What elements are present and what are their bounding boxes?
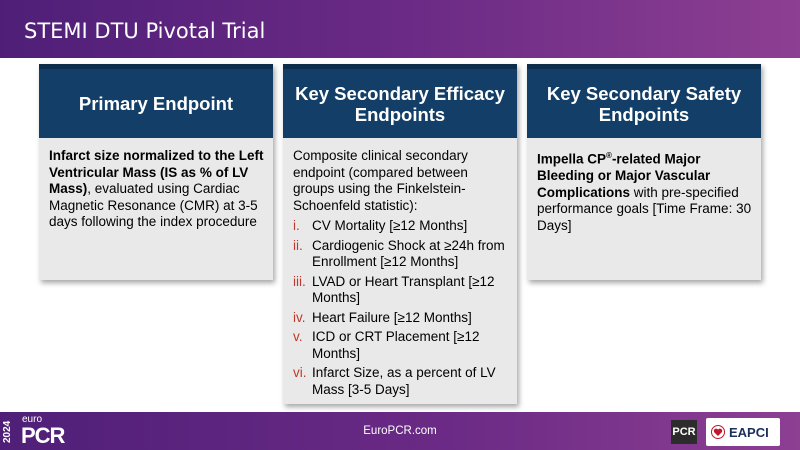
list-item-text: Cardiogenic Shock at ≥24h from Enrollment [≥12 Months] [312, 237, 505, 269]
primary-endpoint-header: Primary Endpoint [39, 64, 273, 138]
safety-text: with pre-specified performance goals [Time Frame: 30 Days] [537, 184, 752, 233]
primary-endpoint-body [39, 138, 273, 241]
primary-endpoint-text: , evaluated using Cardiac Magnetic Resonance (CMR) at 3-5 days following the index procedure [49, 181, 258, 229]
pcr-logo-badge: PCR [671, 420, 697, 444]
efficacy-endpoints-card [283, 64, 517, 404]
safety-endpoints-header: Key Secondary Safety Endpoints [527, 64, 761, 138]
list-item-number: v. [293, 329, 303, 344]
footer-link[interactable]: EuroPCR.com [363, 425, 437, 437]
safety-bold-text-1: Impella CP [537, 151, 607, 167]
list-item-number: iv. [293, 309, 306, 325]
list-item-number: vi. [293, 365, 307, 380]
year-label: 2024 [2, 420, 13, 444]
list-item [293, 310, 508, 327]
efficacy-endpoints-header: Key Secondary Efficacy Endpoints [283, 64, 517, 138]
primary-endpoint-bold-text: Infarct size normalized to the Left Ventricular Mass (IS as % of LV Mass) [49, 148, 264, 196]
list-item-text: Heart Failure [≥12 Months] [312, 309, 472, 325]
list-item-text: CV Mortality [≥12 Months] [312, 218, 468, 233]
list-item-number: ii. [293, 237, 303, 253]
slide-title: STEMI DTU Pivotal Trial [24, 19, 266, 43]
list-item-text: Infarct Size, as a percent of LV Mass [3-5 Days] [312, 365, 496, 397]
europcr-logo-euro: euro [22, 414, 43, 425]
list-item-text: ICD or CRT Placement [≥12 Months] [312, 329, 480, 361]
list-item [293, 329, 508, 362]
list-item [293, 238, 508, 271]
primary-endpoint-card [39, 64, 273, 280]
eapci-logo-badge [706, 418, 780, 446]
list-item [293, 274, 508, 307]
efficacy-endpoints-body [283, 138, 517, 411]
safety-bold-text-2: -related Major Bleeding or Major Vascular Complications [537, 151, 711, 200]
list-item-number: i. [293, 218, 300, 233]
efficacy-list [293, 218, 508, 398]
title-bar [0, 0, 800, 58]
list-item-number: iii. [293, 273, 306, 289]
safety-endpoints-body [527, 138, 761, 244]
europcr-logo-pcr: PCR [21, 423, 65, 448]
eapci-text: EAPCI [729, 424, 769, 440]
registered-mark: ® [606, 151, 612, 160]
safety-endpoints-card [527, 64, 761, 280]
efficacy-intro: Composite clinical secondary endpoint (compared between groups using the Finkelstein-Schoenfeld statistic): [293, 148, 468, 213]
list-item [293, 218, 508, 235]
list-item [293, 365, 508, 398]
heart-icon [711, 425, 725, 439]
list-item-text: LVAD or Heart Transplant [≥12 Months] [312, 273, 495, 305]
